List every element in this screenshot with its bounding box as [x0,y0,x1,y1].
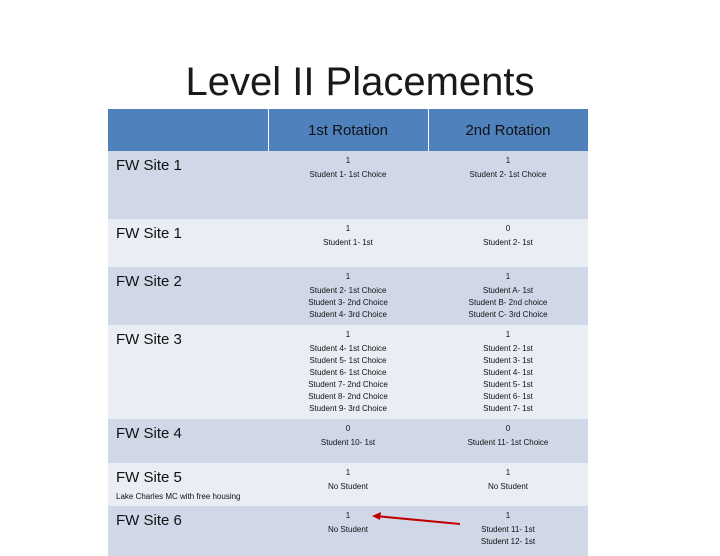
site-name: FW Site 4 [116,425,182,442]
rotation-1-student-line: Student 9- 3rd Choice [309,404,387,413]
rotation-1-student-line: No Student [327,525,369,534]
rotation-2-count: 0 [505,224,511,233]
site-name: FW Site 1 [116,157,182,174]
header-rotation-1: 1st Rotation [268,109,428,151]
page-title: Level II Placements [185,60,535,104]
header-rotation-2: 2nd Rotation [428,109,588,151]
rotation-1-student-line: Student 8- 2nd Choice [308,392,388,401]
rotation-2-student-line: Student 2- 1st [483,238,533,247]
rotation-2-count: 0 [505,424,511,433]
rotation-1-student-line: Student 4- 3rd Choice [309,310,387,319]
rotation-2-student-line: Student B- 2nd choice [468,298,548,307]
rotation-2-student-line: Student 12- 1st [480,537,536,546]
rotation-2-student-line: Student 5- 1st [483,380,533,389]
rotation-1-count: 1 [345,272,351,281]
site-name: FW Site 6 [116,512,182,529]
rotation-2-student-line: Student 4- 1st [483,368,533,377]
rotation-2-count: 1 [505,468,511,477]
rotation-1-student-line: Student 1- 1st Choice [309,170,387,179]
rotation-1-count: 1 [345,330,351,339]
site-name: FW Site 2 [116,273,182,290]
rotation-1-student-line: Student 5- 1st Choice [309,356,387,365]
rotation-1-student-line: Student 6- 1st Choice [309,368,387,377]
rotation-1-student-line: Student 2- 1st Choice [309,286,387,295]
rotation-2-count: 1 [505,272,511,281]
rotation-1-student-line: Student 4- 1st Choice [309,344,387,353]
rotation-1-student-line: Student 7- 2nd Choice [308,380,388,389]
rotation-1-count: 1 [345,468,351,477]
rotation-2-count: 1 [505,511,511,520]
rotation-2-student-line: Student 7- 1st [483,404,533,413]
arrow-head [372,512,381,520]
rotation-2-student-line: Student A- 1st [482,286,534,295]
rotation-1-count: 1 [345,224,351,233]
rotation-2-student-line: No Student [487,482,529,491]
rotation-1-student-line: Student 3- 2nd Choice [308,298,388,307]
rotation-1-student-line: Student 1- 1st [323,238,373,247]
rotation-2-student-line: Student 2- 1st [483,344,533,353]
rotation-1-count: 0 [345,424,351,433]
rotation-1-student-line: No Student [327,482,369,491]
rotation-2-count: 1 [505,156,511,165]
rotation-2-student-line: Student 6- 1st [483,392,533,401]
rotation-2-student-line: Student C- 3rd Choice [468,310,548,319]
rotation-2-student-line: Student 11- 1st Choice [467,438,549,447]
site-note: Lake Charles MC with free housing [116,492,241,501]
rotation-2-student-line: Student 2- 1st Choice [469,170,547,179]
rotation-2-student-line: Student 3- 1st [483,356,533,365]
rotation-2-student-line: Student 11- 1st [481,525,535,534]
rotation-1-count: 1 [345,511,351,520]
rotation-2-count: 1 [505,330,511,339]
rotation-1-student-line: Student 10- 1st [320,438,376,447]
rotation-1-count: 1 [345,156,351,165]
site-name: FW Site 3 [116,331,182,348]
site-name: FW Site 1 [116,225,182,242]
arrow-line [375,516,460,524]
site-name: FW Site 5 [116,469,182,486]
